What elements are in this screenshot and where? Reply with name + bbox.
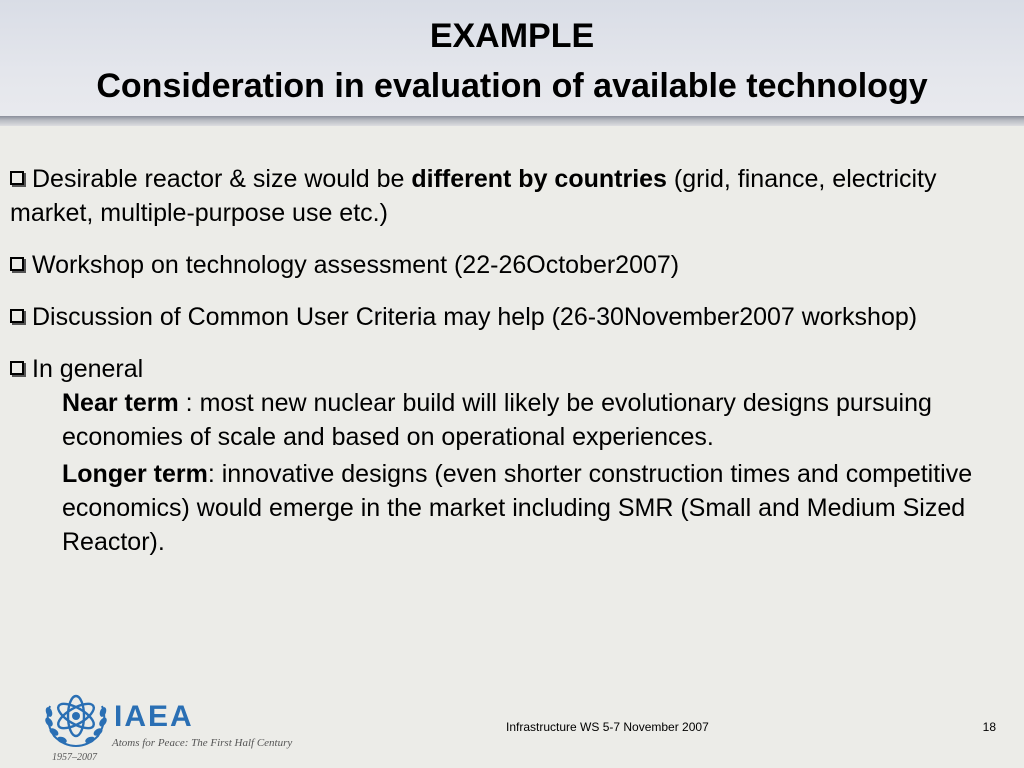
- near-term-text: : most new nuclear build will likely be evolutionary designs pursuing economies of scale and based on operational experiences.: [62, 389, 932, 451]
- checkbox-bullet-icon: [10, 361, 24, 375]
- checkbox-bullet-icon: [10, 257, 24, 271]
- atom-emblem-icon: [40, 686, 120, 750]
- bullet-text: (grid, finance, electricity market, multiple-purpose use etc.): [10, 165, 937, 227]
- title-divider: [0, 116, 1024, 126]
- bullet-item-general: [10, 352, 1010, 559]
- longer-term-label: Longer term: [62, 460, 208, 488]
- slide-body: [10, 162, 1010, 577]
- slide-title-line1: EXAMPLE: [429, 17, 595, 55]
- bullet-item-criteria: [10, 300, 1010, 334]
- longer-term-text: : innovative designs (even shorter construction times and competitive economics) would emerge in the market including SMR (Small and Medium Sized Reactor).: [62, 460, 973, 556]
- sub-point-longer-term: [62, 457, 1010, 559]
- sub-points: [62, 386, 1010, 559]
- bullet-item-workshop: [10, 248, 1010, 282]
- footer-event: Infrastructure WS 5-7 November 2007: [506, 720, 709, 734]
- checkbox-bullet-icon: [10, 171, 24, 185]
- bullet-bold-text: different by countries: [411, 165, 667, 193]
- bullet-text: Desirable reactor & size would be: [32, 165, 412, 193]
- bullet-item-countries: [10, 162, 1010, 230]
- iaea-logo: [40, 686, 320, 764]
- bullet-text: In general: [32, 355, 144, 383]
- slide-title-line2: Consideration in evaluation of available technology: [96, 67, 928, 105]
- logo-tagline: Atoms for Peace: The First Half Century: [112, 737, 293, 749]
- logo-years: 1957–2007: [52, 752, 97, 763]
- logo-name: IAEA: [114, 700, 194, 733]
- checkbox-bullet-icon: [10, 309, 24, 323]
- bullet-text: Workshop on technology assessment (22-26October2007): [32, 251, 680, 279]
- sub-point-near-term: [62, 386, 1010, 454]
- bullet-text: Discussion of Common User Criteria may help (26-30November2007 workshop): [32, 303, 918, 331]
- page-number: 18: [982, 720, 996, 734]
- near-term-label: Near term: [62, 389, 179, 417]
